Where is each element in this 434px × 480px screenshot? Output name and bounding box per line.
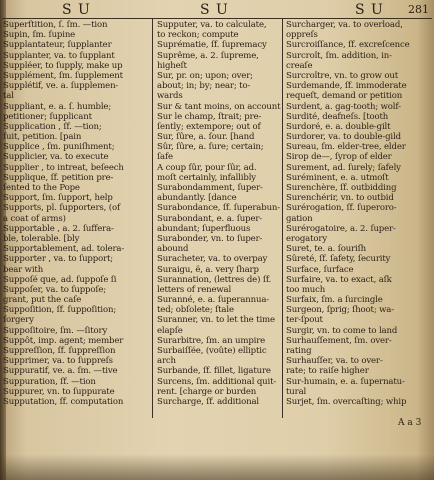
entry-line: Surannation, (lettres de) ſf. — [157, 274, 272, 285]
entry-line: Supplice , ſm. puniſhment; — [3, 142, 115, 153]
entry-line: ſafe — [157, 152, 173, 163]
entry-line: Supports, pl. ſupporters, (of — [3, 203, 120, 214]
entry-line: Sur & tant moins, on account — [157, 101, 281, 112]
entry-line: Suranner, vn. to let the time — [157, 315, 275, 326]
entry-line: abundant; ſuperfluous — [157, 223, 251, 234]
entry-line: about; in; by; near; to- — [157, 81, 251, 92]
entry-line: Surgeon, ſprig; ſhoot; wa- — [286, 305, 394, 316]
entry-line: Supplanter, va. to ſupplant — [3, 50, 115, 61]
page-number: 281 — [408, 3, 429, 16]
entry-line: Supin, ſm. ſupine — [3, 30, 76, 41]
entry-line: abound — [157, 244, 189, 255]
entry-line: ſently; extempore; out of — [157, 121, 261, 132]
entry-line: Surcroître, vn. to grow out — [286, 70, 399, 81]
column-rule-left — [152, 18, 153, 418]
entry-line: Surenchérir, vn. to outbid — [286, 193, 394, 204]
entry-line: Surdoré, e. a. double-gilt — [286, 121, 391, 132]
entry-line: gation — [286, 213, 313, 224]
column-rule-right — [282, 18, 283, 418]
entries-column-left — [3, 20, 145, 407]
signature-mark: A a 3 — [398, 418, 422, 428]
entry-line: a coat of arms) — [3, 213, 66, 224]
entry-line: Suppoſitoire, ſm. —ſitory — [3, 325, 108, 336]
entry-line: Sur le champ, ſtrait; pre- — [157, 111, 262, 122]
entry-line: Supplication , ſf. —tion; — [3, 121, 102, 132]
entry-line: tural — [286, 386, 307, 397]
entry-line: Supprimer, va. to ſuppreſs — [3, 356, 113, 367]
entry-line: Supplantateur, ſupplanter — [3, 40, 112, 51]
entry-line: wards — [157, 91, 183, 102]
entry-line: moſt certainly, infallibly — [157, 172, 256, 183]
entry-line: bear with — [3, 264, 44, 275]
entry-line: Surabondance, ſf. ſuperabun- — [157, 203, 281, 214]
entry-line: rent. [charge or burden — [157, 386, 257, 397]
entry-line: Sur, ſûre, a. ſour. [hand — [157, 132, 255, 143]
entry-line: elapſe — [157, 325, 183, 336]
entry-line: Suprématie, ſf. ſupremacy — [157, 40, 267, 51]
entry-line: Supputation, ſf. computation — [3, 396, 124, 407]
entry-line: arch — [157, 356, 176, 367]
entry-line: A coup ſûr, pour ſûr, ad. — [157, 162, 257, 173]
entry-line: Suraigu, ë, a. very ſharp — [157, 264, 259, 275]
entry-line: Suranné, e. a. ſuperannua- — [157, 295, 270, 306]
entry-line: Surdent, a. gag-tooth; wolf- — [286, 101, 401, 112]
entry-line: petitioner; ſupplicant — [3, 111, 92, 122]
entry-line: Suppliant, e. a. ſ. humble; — [3, 101, 112, 112]
entry-line: Support, ſm. ſupport, help — [3, 193, 113, 204]
page-bottom-shadow — [0, 454, 434, 480]
header-center: S U — [200, 2, 229, 18]
entry-line: Sûreté, ſf. ſafety, ſecurity — [286, 254, 391, 265]
entry-line: Surabonder, vn. to ſuper- — [157, 233, 263, 244]
entries-column-right — [286, 20, 432, 407]
entry-line: Suracheter, va. to overpay — [157, 254, 268, 265]
entry-line: Sur-humain, e. a. ſupernatu- — [286, 376, 405, 387]
entry-line: rating — [286, 346, 312, 356]
entry-line: Suppuratif, ve. a. ſm. —tive — [3, 366, 118, 377]
entry-line: Suppoſer, va. to ſuppoſe; — [3, 284, 107, 295]
entry-line: to reckon; compute — [157, 30, 239, 41]
entry-line: requeſt, demand or petition — [286, 91, 403, 102]
entry-line: Surcharger, va. to overload, — [286, 20, 403, 30]
entry-line: creaſe — [286, 60, 313, 71]
entry-line: Supplément, ſm. ſupplement — [3, 70, 123, 81]
entry-line: ſuit, petition. [pain — [3, 132, 82, 143]
entry-line: Suppreſſion, ſf. ſuppreſſion — [3, 346, 116, 356]
entry-line: tal — [3, 91, 14, 102]
entry-line: Supportable , a. 2. ſuffera- — [3, 223, 114, 234]
entry-line: letters of renewal — [157, 284, 232, 295]
entry-line: Suppléer, to ſupply, make up — [3, 60, 123, 71]
entry-line: Surcens, ſm. additional quit- — [157, 376, 277, 387]
entry-line: ter-ſpout — [286, 315, 323, 326]
entry-line: Surérogation, ſf. ſuperoro- — [286, 203, 397, 214]
entry-line: forgery — [3, 315, 34, 326]
entry-line: Supplétif, ve. a. ſupplemen- — [3, 81, 119, 92]
entry-line: Supplicier, va. to execute — [3, 152, 109, 163]
page-header — [0, 2, 434, 18]
entry-line: Surdorer, va. to double-gild — [286, 132, 401, 143]
entry-line: Surbaiſſée, (voûte) elliptic — [157, 346, 267, 356]
entry-line: Surement, ad. ſurely; ſafely — [286, 162, 401, 173]
entry-line: Sûr, ſûre, a. ſure; certain; — [157, 142, 264, 153]
entry-line: Surdemande, ſf. immoderate — [286, 81, 407, 92]
entry-line: Supplier , to intreat, beſeech — [3, 162, 124, 173]
entry-line: Suppurer, vn. to ſuppurate — [3, 386, 115, 397]
entry-line: Surarbitre, ſm. an umpire — [157, 335, 266, 346]
entry-line: Sur, pr. on; upon; over; — [157, 70, 253, 81]
entry-line: Supporter , va. to ſupport; — [3, 254, 114, 265]
header-left: S U — [62, 2, 91, 18]
entry-line: Surabondamment, ſuper- — [157, 183, 263, 193]
entry-line: Suppoſition, ſf. ſuppoſition; — [3, 305, 117, 316]
entry-line: Supputer, va. to calculate, — [157, 20, 267, 30]
entry-line: Surabondant, e. a. ſuper- — [157, 213, 263, 224]
entry-line: Superſtition, ſ. ſm. —tion — [3, 20, 108, 30]
entry-line: Surgir, vn. to come to land — [286, 325, 398, 336]
entry-line: Suppôt, imp. agent; member — [3, 335, 124, 346]
entry-line: Surenchère, ſf. outbidding — [286, 183, 397, 193]
entry-line: Surfaire, va. to exact, aſk — [286, 274, 392, 285]
entry-line: erogatory — [286, 233, 328, 244]
entry-line: abundantly. [dance — [157, 193, 237, 204]
entry-line: Surcroiſſance, ſf. excreſcence — [286, 40, 410, 51]
entry-line: Suréminent, e. a. utmoſt — [286, 172, 389, 183]
entry-line: too much — [286, 284, 326, 295]
entry-line: Surbande, ſf. fillet, ligature — [157, 366, 271, 377]
entry-line: Surfaix, ſm. a ſurcingle — [286, 295, 383, 306]
header-rule — [2, 18, 432, 19]
entry-line: Surdité, deafneſs. [tooth — [286, 111, 389, 122]
entry-line: Sirop de—, ſyrop of elder — [286, 152, 392, 163]
entry-line: oppreſs — [286, 30, 318, 41]
entry-line: ſented to the Pope — [3, 183, 80, 193]
entry-line: ted; obſolete; ſtale — [157, 305, 234, 316]
entry-line: Surcroît, ſm. addition, in- — [286, 50, 392, 61]
entry-line: Supportablement, ad. tolera- — [3, 244, 125, 255]
entry-line: Suppoſé que, ad. ſuppoſe ſi — [3, 274, 117, 285]
entry-line: Supplique, ſf. petition pre- — [3, 172, 114, 183]
entry-line: Suret, te. a. ſouriſh — [286, 244, 366, 255]
entry-line: Surcharge, ſf. additional — [157, 396, 260, 407]
entry-line: Surface, ſurface — [286, 264, 354, 275]
entry-line: Sureau, ſm. elder-tree, elder — [286, 142, 406, 153]
entry-line: Surhauſſement, ſm. over- — [286, 335, 392, 346]
header-right: S U — [355, 2, 384, 18]
entry-line: higheſt — [157, 60, 187, 71]
entry-line: Suppuration, ſf. —tion — [3, 376, 96, 387]
entry-line: ble, tolerable. [bly — [3, 233, 80, 244]
entry-line: Suprême, a. 2. ſupreme, — [157, 50, 259, 61]
entry-line: Surjet, ſm. overcaſting; whip — [286, 396, 407, 407]
entry-line: rate; to raiſe higher — [286, 366, 369, 377]
entry-line: Surhauſſer, va. to over- — [286, 356, 383, 367]
entry-line: grant, put the caſe — [3, 295, 82, 306]
entries-column-center — [157, 20, 281, 407]
entry-line: Surérogatoire, a. 2. ſuper- — [286, 223, 396, 234]
